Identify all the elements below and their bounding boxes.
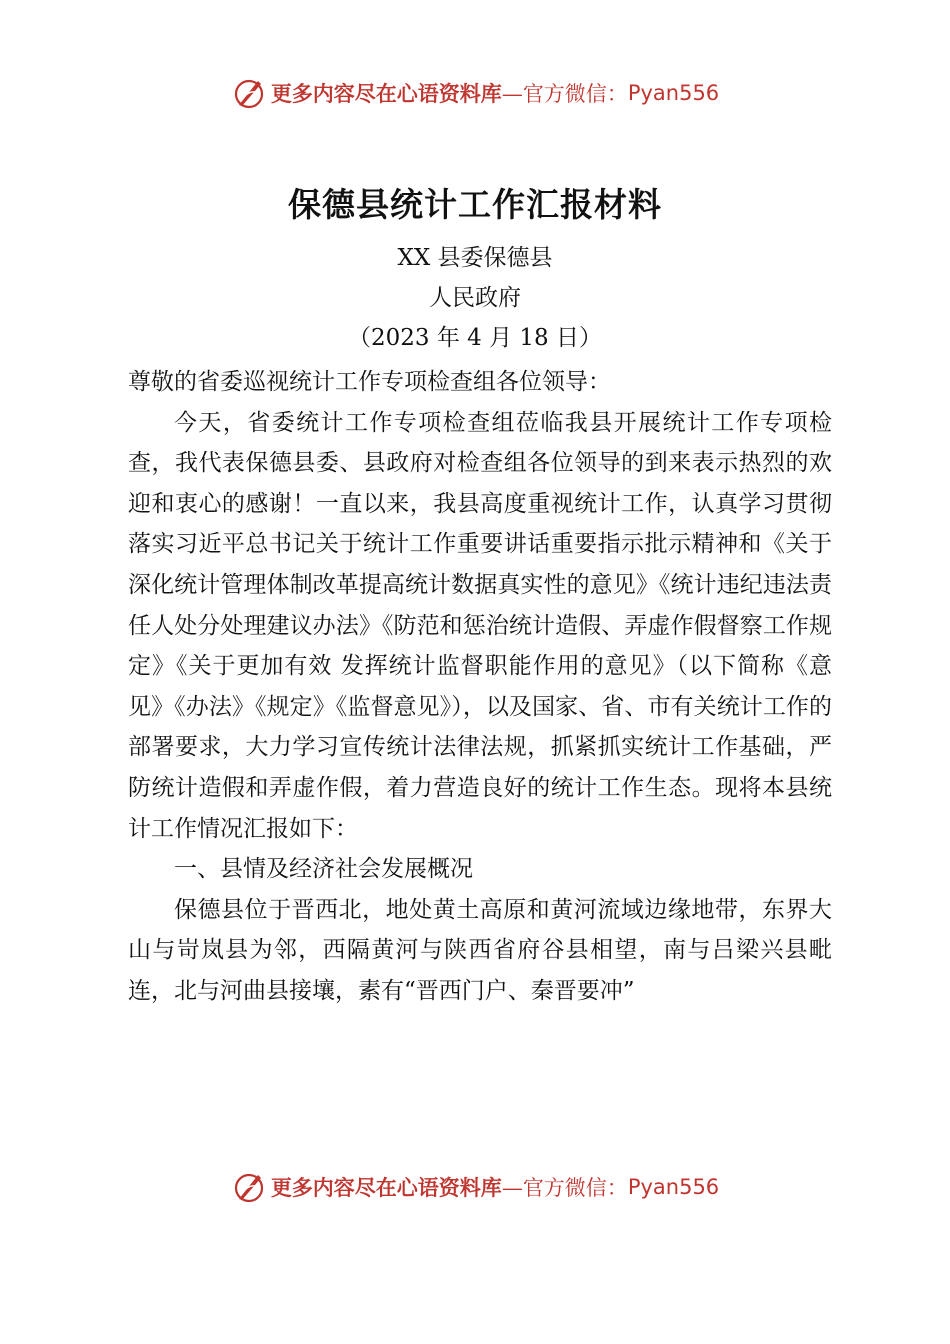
document-title: 保德县统计工作汇报材料 [288, 185, 662, 224]
watermark-banner-top [0, 71, 950, 115]
paragraph-intro: 今天，省委统计工作专项检查组莅临我县开展统计工作专项检查，我代表保德县委、县政府对检查组各位领导的到来表示热烈的欢迎和衷心的感谢！一直以来，我县高度重视统计工作，认真学习贯彻落实习近平总书记关于统计工作重要讲话重要指示批示精神和《关于深化统计管理体制改革提高统计数据真实性的意见》《统计违纪违法责任人处分处理建议办法》《防范和惩治统计造假、弄虚作假督察工作规定》《关于更加有效 发挥统计监督职能作用的意见》（以下简称《意见》《办法》《规定》《监督意见》），以及国家、省、市有关统计工作的部署要求，大力学习宣传统计法律法规，抓紧抓实统计工作基础，严防统计造假和弄虚作假，着力营造良好的统计工作生态。现将本县统计工作情况汇报如下： [128, 409, 832, 842]
document-body [128, 362, 832, 1012]
quill-pen-logo-icon [231, 1169, 267, 1205]
document-date: （2023 年 4 月 18 日） [348, 325, 602, 351]
watermark-brand: 更多内容尽在心语资料库 [270, 1175, 502, 1200]
watermark-contact-label: —官方微信： [501, 82, 628, 106]
watermark-banner-bottom [0, 1165, 950, 1209]
section-heading: 一、县情及经济社会发展概况 [174, 856, 473, 883]
watermark-brand: 更多内容尽在心语资料库 [270, 81, 502, 106]
salutation: 尊敬的省委巡视统计工作专项检查组各位领导： [128, 369, 611, 395]
paragraph-county-overview: 保德县位于晋西北，地处黄土高原和黄河流域边缘地带，东界大山与岢岚县为邻，西隔黄河与陕西省府谷县相望，南与吕梁兴县毗连，北与河曲县接壤，素有“晋西门户、秦晋要冲” [128, 896, 832, 1004]
quill-pen-logo-icon [231, 75, 267, 111]
issuer-line-1: XX 县委保德县 [397, 245, 553, 271]
issuer-line-2: 人民政府 [429, 285, 521, 311]
watermark-wechat-id: Pyan556 [627, 81, 720, 105]
watermark-wechat-id: Pyan556 [627, 1175, 720, 1199]
watermark-contact-label: —官方微信： [501, 1176, 628, 1200]
